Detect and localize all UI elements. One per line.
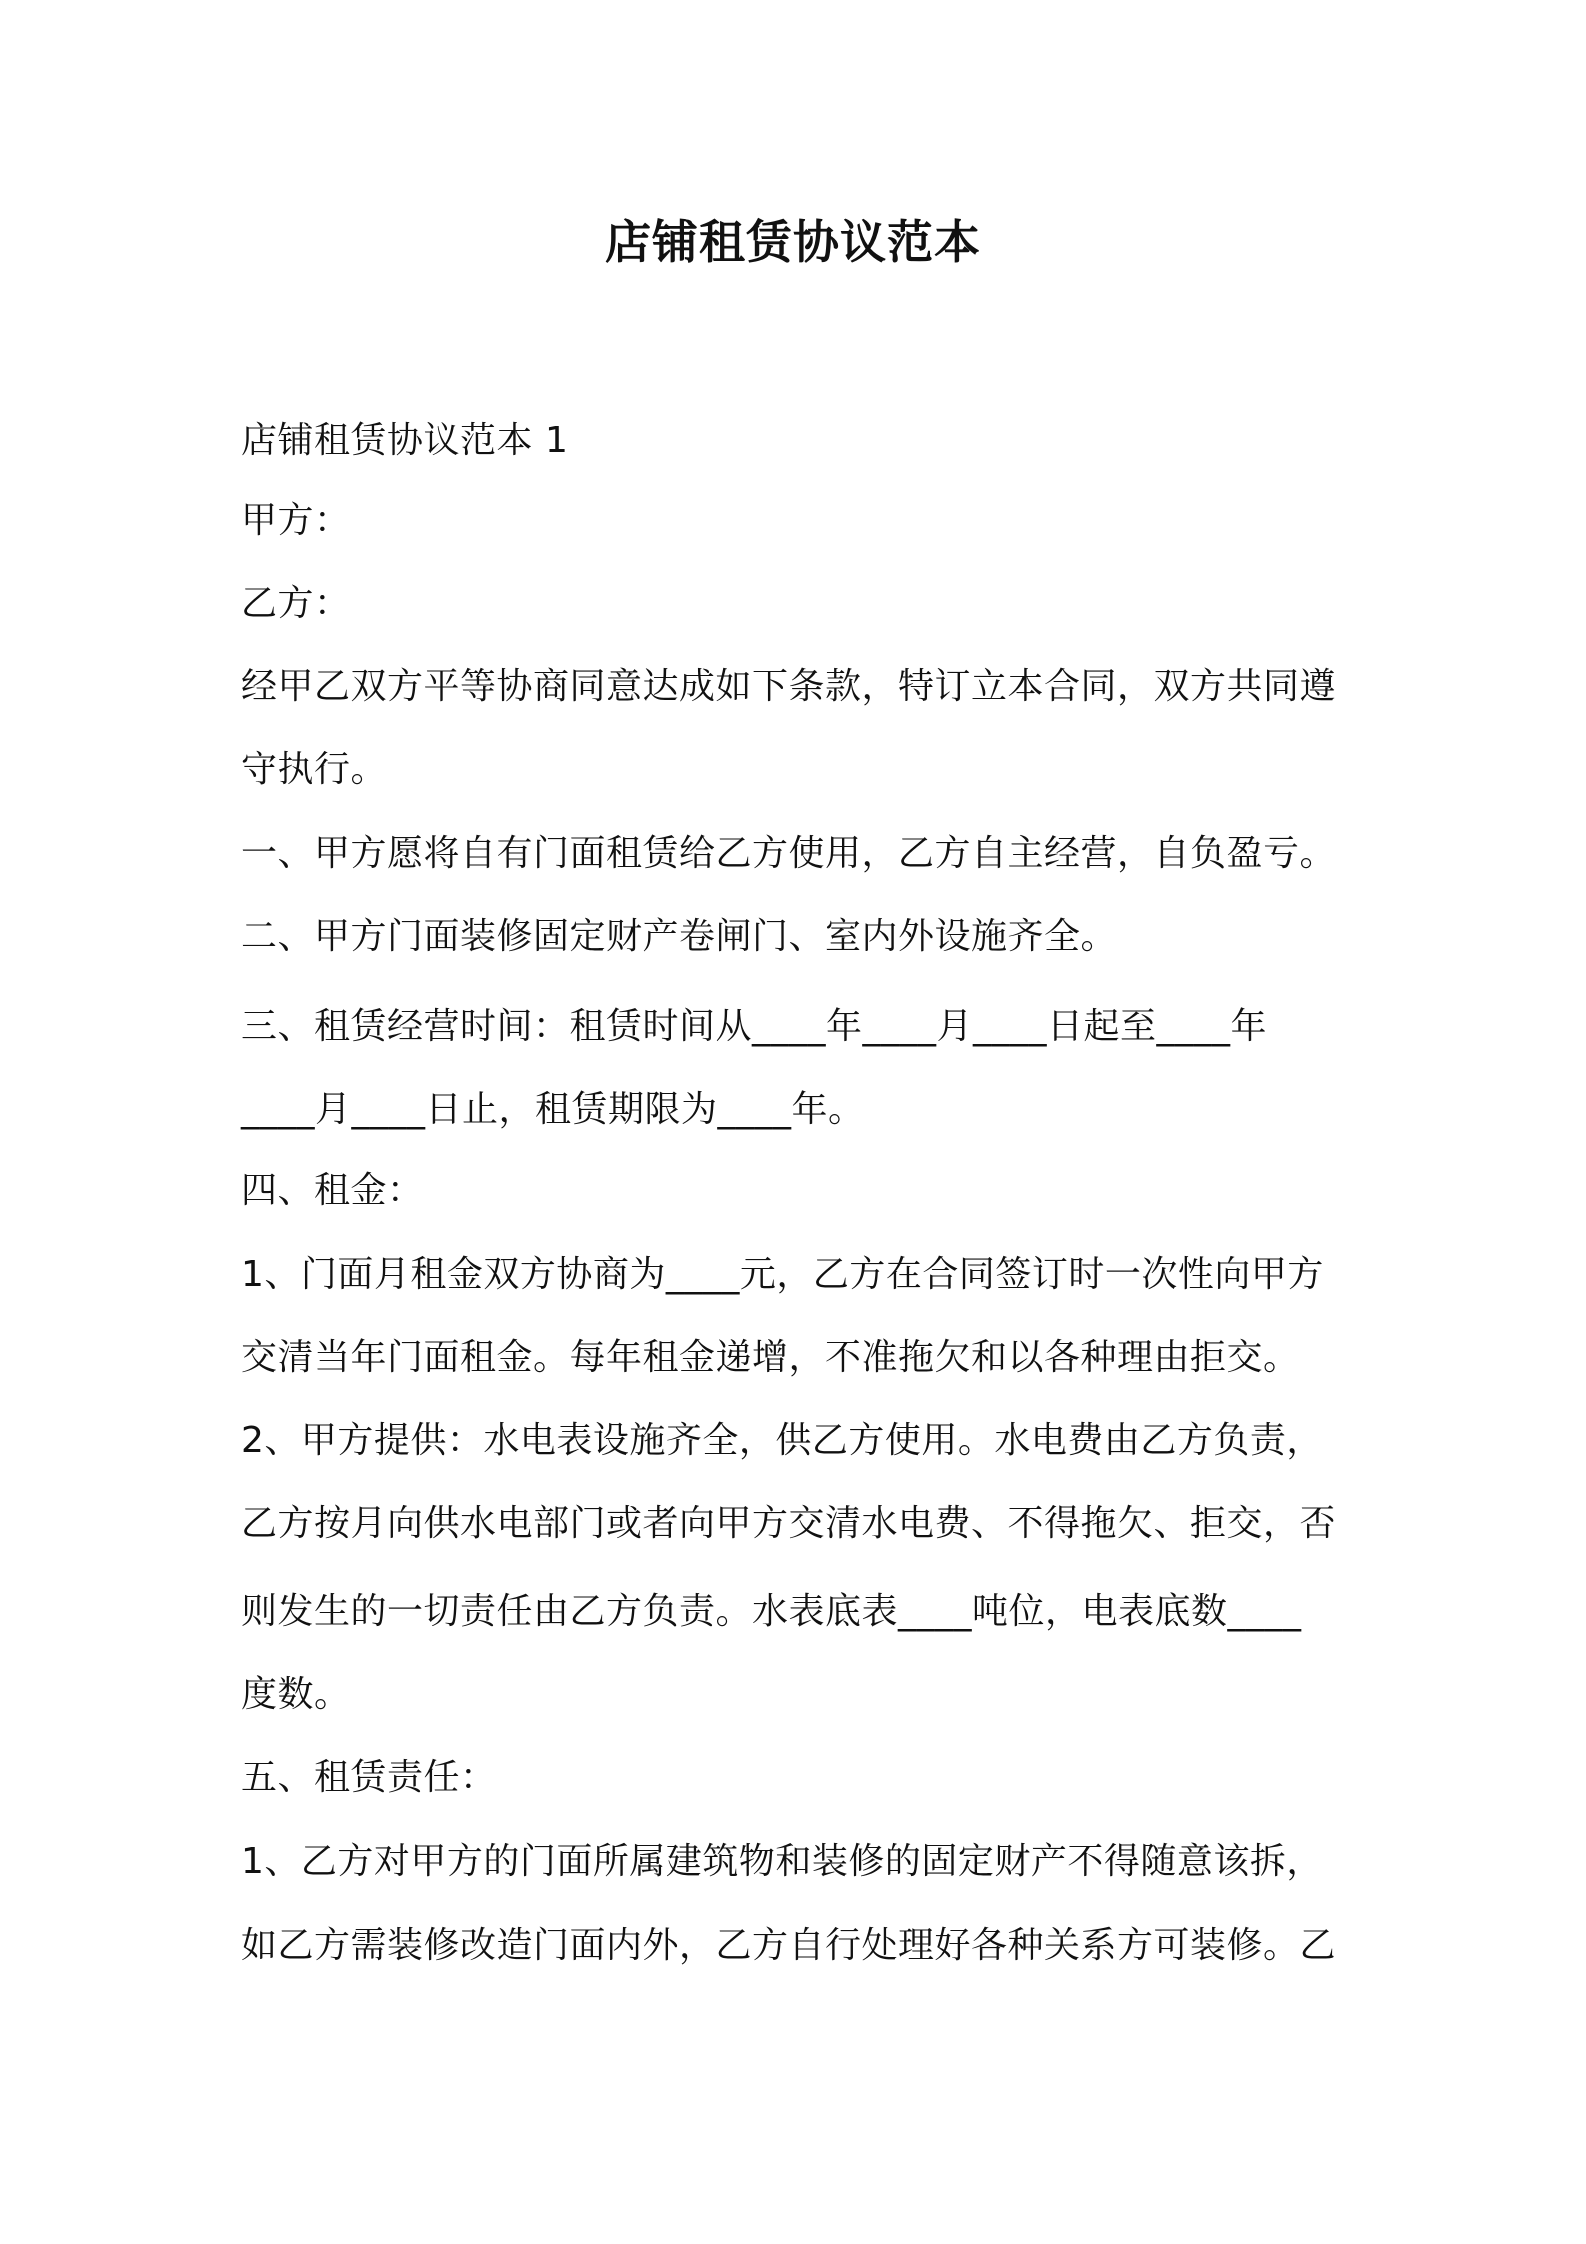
clause-line: ____月____日止，租赁期限为____年。 xyxy=(241,1089,865,1130)
clause-line: 乙方按月向供水电部门或者向甲方交清水电费、不得拖欠、拒交，否 xyxy=(241,1503,1337,1544)
party-a-label: 甲方： xyxy=(241,500,351,541)
document-title: 店铺租赁协议范本 xyxy=(605,215,981,269)
clause-line: 2、甲方提供：水电表设施齐全，供乙方使用。水电费由乙方负责， xyxy=(241,1420,1323,1461)
paragraph-line: 经甲乙双方平等协商同意达成如下条款，特订立本合同，双方共同遵 xyxy=(241,666,1337,707)
clause-line: 1、门面月租金双方协商为____元，乙方在合同签订时一次性向甲方 xyxy=(241,1254,1324,1295)
clause-line: 则发生的一切责任由乙方负责。水表底表____吨位，电表底数____ xyxy=(241,1591,1302,1632)
clause-line: 度数。 xyxy=(241,1674,351,1715)
paragraph-line: 守执行。 xyxy=(241,749,388,790)
clause-line: 如乙方需装修改造门面内外，乙方自行处理好各种关系方可装修。乙 xyxy=(241,1925,1337,1966)
clause-line: 三、租赁经营时间：租赁时间从____年____月____日起至____年 xyxy=(241,1006,1268,1047)
clause-line: 1、乙方对甲方的门面所属建筑物和装修的固定财产不得随意该拆， xyxy=(241,1841,1323,1882)
section-heading: 店铺租赁协议范本 1 xyxy=(241,420,569,461)
clause-heading: 四、租金： xyxy=(241,1170,424,1211)
clause-line: 二、甲方门面装修固定财产卷闸门、室内外设施齐全。 xyxy=(241,916,1118,957)
party-b-label: 乙方： xyxy=(241,583,351,624)
clause-line: 交清当年门面租金。每年租金递增，不准拖欠和以各种理由拒交。 xyxy=(241,1337,1300,1378)
clause-line: 一、甲方愿将自有门面租赁给乙方使用，乙方自主经营，自负盈亏。 xyxy=(241,833,1337,874)
clause-heading: 五、租赁责任： xyxy=(241,1757,497,1798)
